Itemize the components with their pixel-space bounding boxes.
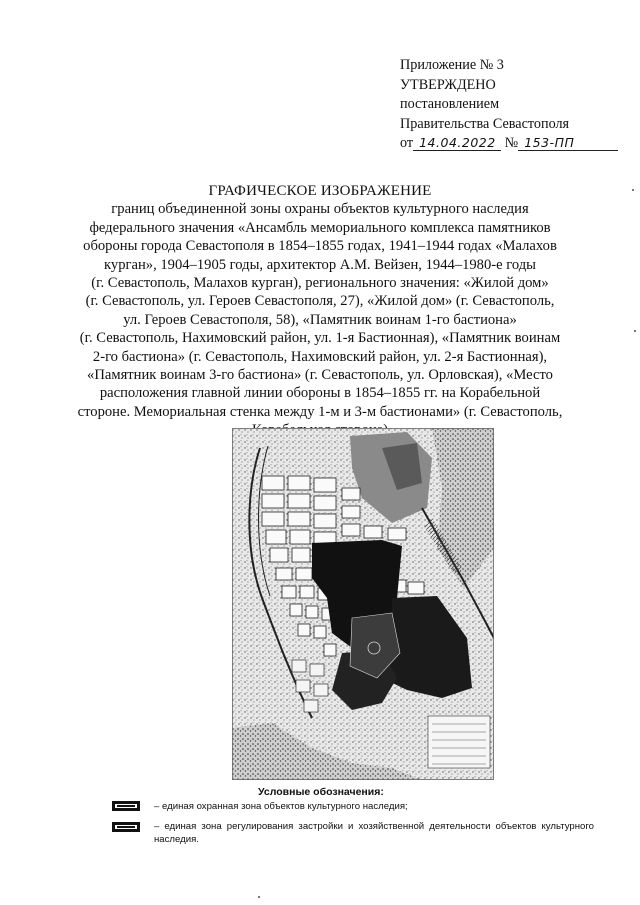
scan-speck	[258, 896, 260, 898]
document-title	[50, 182, 590, 440]
legend-item-protection-zone: – единая охранная зона объектов культурного наследия;	[154, 801, 408, 812]
handwritten-date: 14.04.2022	[413, 135, 501, 151]
title-line: расположения главной линии обороны в 1854–1855 гг. на Корабельной	[99, 385, 541, 402]
legend-symbol-regulation-zone	[112, 822, 140, 832]
government-label: Правительства Севастополя	[400, 115, 570, 132]
title-line: курган», 1904–1905 годы, архитектор А.М. Вейзен, 1944–1980-е годы	[104, 256, 536, 273]
scan-speck	[632, 189, 634, 191]
title-line: обороны города Севастополя в 1854–1855 годах, 1941–1944 годах «Малахов	[83, 238, 557, 255]
handwritten-number: 153-ПП	[518, 135, 618, 151]
decree-label: постановлением	[400, 96, 500, 112]
legend-item-regulation-zone: – единая зона регулирования застройки и хозяйственной деятельности объектов культурного наследия.	[154, 821, 594, 845]
number-prefix: №	[504, 135, 519, 151]
title-line: стороне. Мемориальная стенка между 1-м и 3-м бастионами» (г. Севастополь,	[77, 403, 563, 420]
approved-label: УТВЕРЖДЕНО	[400, 76, 496, 93]
zone-map-image	[232, 428, 494, 780]
title-line: 2-го бастиона» (г. Севастополь, Нахимовский район, ул. 2-я Бастионная),	[92, 348, 548, 365]
decree-date-number	[400, 134, 625, 154]
scan-speck	[634, 330, 636, 332]
title-line: границ объединенной зоны охраны объектов культурного наследия	[111, 201, 529, 218]
appendix-label: Приложение № 3	[400, 57, 504, 73]
legend-symbol-protection-zone	[112, 801, 140, 811]
date-prefix: от	[400, 135, 414, 151]
title-line: «Памятник воинам 3-го бастиона» (г. Севастополь, ул. Орловская), «Место	[87, 367, 553, 384]
title-line: федерального значения «Ансамбль мемориального комплекса памятников	[89, 219, 551, 236]
legend-title: Условные обозначения:	[258, 786, 384, 798]
title-line: (г. Севастополь, ул. Героев Севастополя, 27), «Жилой дом» (г. Севастополь,	[85, 293, 555, 310]
approval-block	[400, 56, 625, 154]
title-line: (г. Севастополь, Нахимовский район, ул. 1-я Бастионная), «Памятник воинам	[79, 330, 561, 347]
title-line: (г. Севастополь, Малахов курган), регионального значения: «Жилой дом»	[91, 275, 549, 292]
title-heading: ГРАФИЧЕСКОЕ ИЗОБРАЖЕНИЕ	[208, 183, 432, 199]
title-line: ул. Героев Севастополя, 58), «Памятник воинам 1-го бастиона»	[123, 311, 517, 328]
